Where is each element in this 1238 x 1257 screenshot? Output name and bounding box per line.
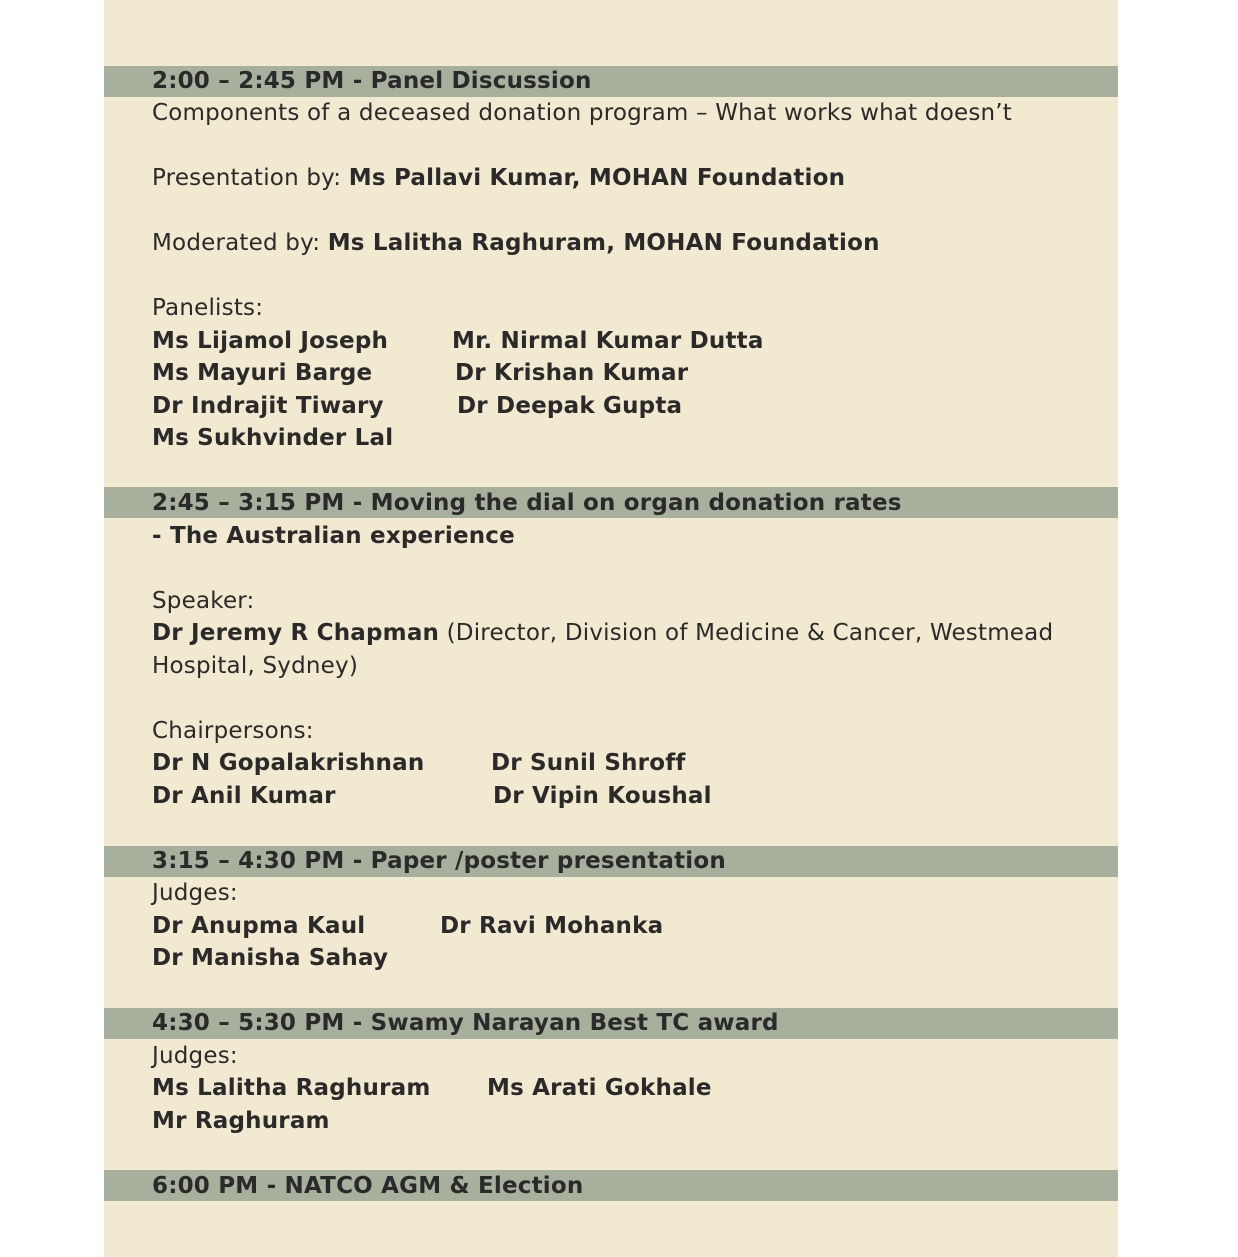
speaker-affiliation-cont: Hospital, Sydney) [152, 653, 358, 679]
judge-name: Ms Lalitha Raghuram [152, 1075, 431, 1101]
chairperson-name: Dr Anil Kumar [152, 783, 336, 809]
judge-name: Dr Ravi Mohanka [440, 913, 664, 939]
judge-name: Ms Arati Gokhale [487, 1075, 712, 1101]
paper-judges-label: Judges: [152, 880, 238, 906]
judge-name: Mr Raghuram [152, 1108, 330, 1134]
panel-presenter-line [152, 163, 845, 193]
australia-heading [152, 488, 902, 518]
panelist-name: Ms Sukhvinder Lal [152, 425, 394, 451]
award-title: Swamy Narayan Best TC award [370, 1010, 779, 1036]
moderated-label: Moderated by: [152, 230, 328, 256]
panel-heading [152, 66, 592, 96]
australia-time: 2:45 – 3:15 PM - [152, 490, 371, 516]
panelist-name: Ms Lijamol Joseph [152, 328, 389, 354]
speaker-name: Dr Jeremy R Chapman [152, 620, 440, 646]
presentation-label: Presentation by: [152, 165, 349, 191]
chairperson-name: Dr N Gopalakrishnan [152, 750, 425, 776]
judge-name: Dr Anupma Kaul [152, 913, 366, 939]
speaker-affiliation: (Director, Division of Medicine & Cancer, Westmead [439, 620, 1054, 646]
judge-name: Dr Manisha Sahay [152, 945, 389, 971]
award-time: 4:30 – 5:30 PM - [152, 1010, 371, 1036]
chairperson-name: Dr Vipin Koushal [493, 783, 712, 809]
chairpersons-label: Chairpersons: [152, 718, 314, 744]
paper-title: Paper /poster presentation [370, 848, 726, 874]
panelist-name: Dr Deepak Gupta [457, 393, 683, 419]
panelist-name: Dr Indrajit Tiwary [152, 393, 384, 419]
award-heading [152, 1008, 779, 1038]
speaker-label: Speaker: [152, 588, 255, 614]
australia-title: Moving the dial on organ donation rates [370, 490, 902, 516]
panel-title: Panel Discussion [370, 68, 592, 94]
panelists-label: Panelists: [152, 295, 264, 321]
presenter-name: Ms Pallavi Kumar, MOHAN Foundation [348, 165, 846, 191]
panelist-name: Dr Krishan Kumar [455, 360, 689, 386]
agm-heading: 6:00 PM - NATCO AGM & Election [152, 1173, 584, 1199]
moderator-name: Ms Lalitha Raghuram, MOHAN Foundation [327, 230, 880, 256]
chairperson-name: Dr Sunil Shroff [491, 750, 686, 776]
award-judges-label: Judges: [152, 1043, 238, 1069]
paper-heading [152, 846, 726, 876]
panel-time: 2:00 – 2:45 PM - [152, 68, 371, 94]
paper-time: 3:15 – 4:30 PM - [152, 848, 371, 874]
panelist-name: Ms Mayuri Barge [152, 360, 373, 386]
australia-title-cont: - The Australian experience [152, 523, 515, 549]
panelist-name: Mr. Nirmal Kumar Dutta [452, 328, 764, 354]
panel-moderator-line [152, 228, 880, 258]
panel-topic: Components of a deceased donation program – What works what doesn’t [152, 100, 1013, 126]
speaker-line [152, 618, 1053, 648]
